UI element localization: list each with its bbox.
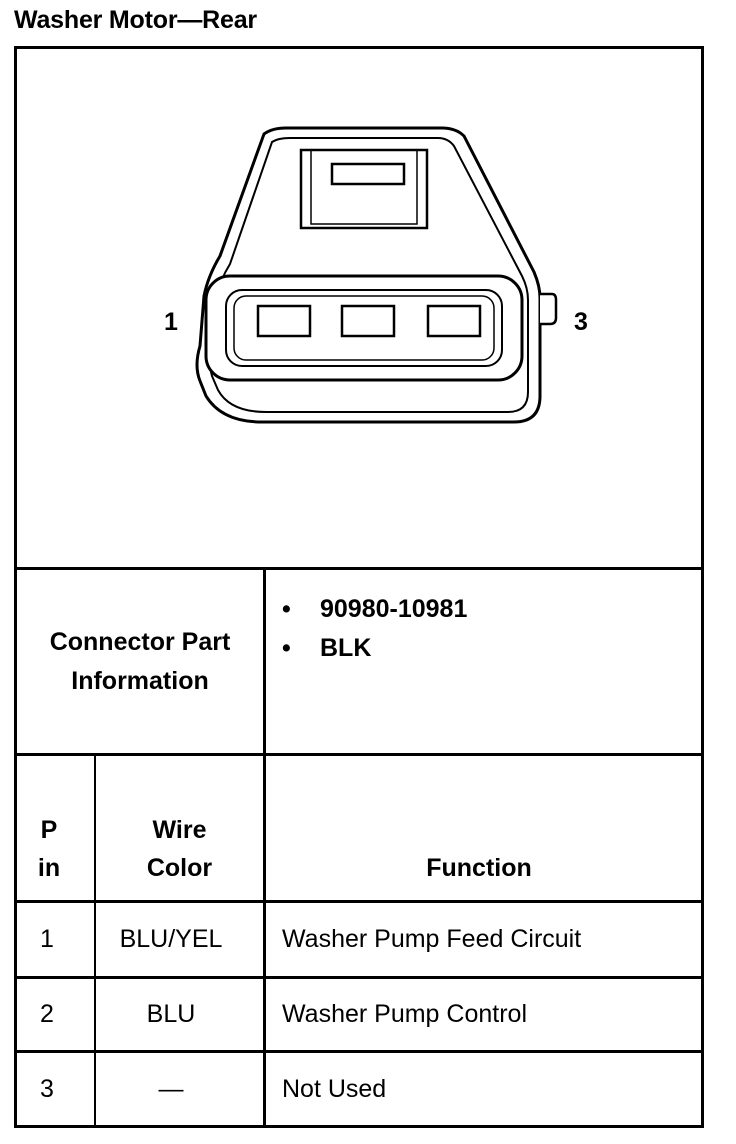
connector-info-label-line1: Connector Part (49, 627, 231, 656)
connector-info-item (282, 629, 467, 668)
header-wire-color (96, 810, 263, 888)
connector-diagram (14, 46, 704, 570)
connector-info-label (17, 570, 263, 753)
page-title: Washer Motor—Rear (14, 6, 257, 34)
header-pin-line1: P (40, 816, 58, 844)
header-function: Function (426, 853, 532, 882)
connector-info-item (282, 590, 467, 629)
connector-color: BLK (320, 634, 372, 662)
connector-info-list (282, 590, 467, 668)
pin-label-left: 1 (164, 308, 178, 336)
connector-part-number: 90980-10981 (320, 595, 468, 623)
row-1-wire: BLU/YEL (119, 925, 223, 953)
terminal-3 (428, 306, 480, 336)
terminal-2 (342, 306, 394, 336)
connector-side-notch (540, 294, 556, 324)
row-1-pin: 1 (40, 925, 54, 953)
header-pin-line2: in (37, 854, 61, 882)
row-3-wire: — (158, 1074, 184, 1103)
header-wire-line2: Color (146, 854, 213, 882)
bullet-icon: • (282, 634, 291, 662)
row-3-function: Not Used (282, 1074, 387, 1103)
terminal-1 (258, 306, 310, 336)
row-2-pin: 2 (40, 1000, 54, 1028)
connector-latch-key (332, 164, 404, 184)
row-2-wire: BLU (146, 1000, 196, 1028)
connector-latch (301, 150, 427, 228)
row-1-function: Washer Pump Feed Circuit (282, 925, 582, 953)
header-pin (17, 810, 81, 888)
bullet-icon: • (282, 595, 291, 623)
row-3-pin: 3 (40, 1074, 54, 1103)
row-2-function: Washer Pump Control (282, 1000, 527, 1028)
pin-label-right: 3 (574, 308, 588, 336)
header-wire-line1: Wire (152, 816, 207, 844)
connector-info-label-line2: Information (71, 666, 209, 695)
divider-connector-info (14, 753, 704, 756)
